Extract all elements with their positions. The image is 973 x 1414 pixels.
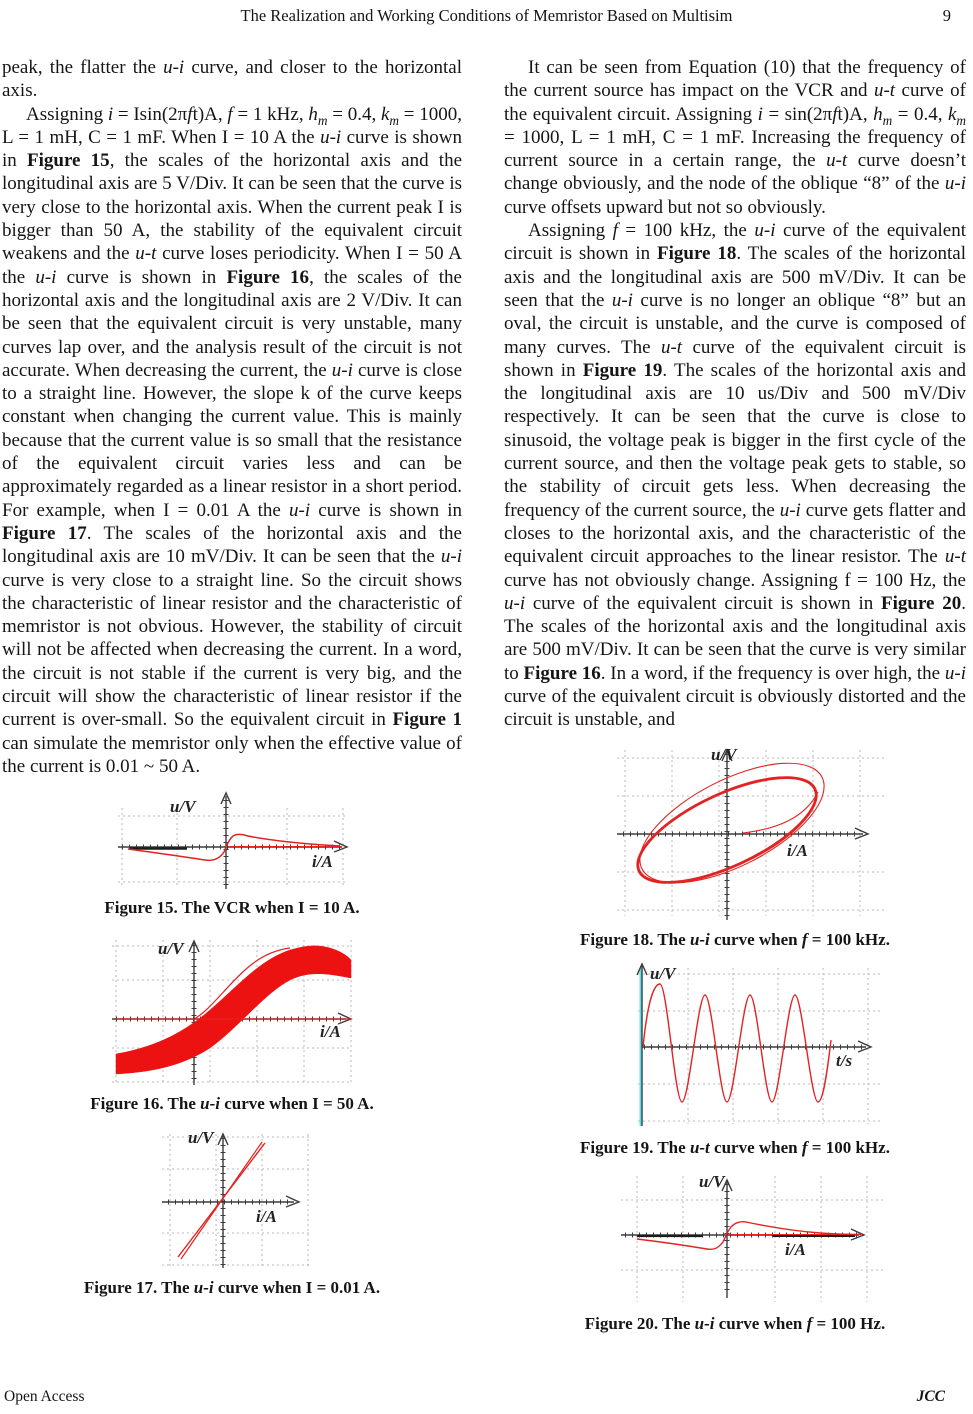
y-axis-label: u/V	[699, 1171, 725, 1191]
axes	[637, 964, 871, 1126]
figure-15-caption: Figure 15. The VCR when I = 10 A.	[104, 898, 360, 918]
figure-15-plot	[112, 790, 350, 892]
paragraph: Assigning f = 100 kHz, the u-i curve of the equivalent circuit is shown in Figure 18. The scales of the horizontal axis and the longitudinal axis are 500 mV/Div. It can be seen that the u-i curve is no longer an oblique “8” but an oval, the circuit is unstable, and the curve is composed of many curves. The u-t curve of the equivalent circuit is shown in Figure 19. The scales of the horizontal axis and the longitudinal axis are 10 us/Div and 500 mV/Div respectively. It can be seen that the curve is close to sinusoid, the voltage peak is bigger in the first cycle of the current source, and then the voltage peak gets to stable, so the stability of circuit gets less. When decreasing the frequency of the current source, the u-i curve gets flatter and closes to the horizontal axis, and the characteristic of the equivalent circuit approaches to the linear resistor. The u-t curve has not obviously change. Assigning f = 100 Hz, the u-i curve of the equivalent circuit is shown in Figure 20. The scales of the horizontal axis and the longitudinal axis are 500 mV/Div. It can be seen that the curve is very similar to Figure 16. In a word, if the frequency is over high, the u-i curve of the equivalent circuit is obviously distorted and the circuit is unstable, and	[504, 220, 966, 731]
paragraph: peak, the flatter the u-i curve, and closer to the horizontal axis.	[2, 57, 462, 102]
page-header	[0, 6, 973, 30]
grid-lines	[638, 968, 880, 1124]
paragraph: Assigning i = Isin(2πft)A, f = 1 kHz, $h_m = 0.4$, $k_m = 1000$, L = 1 mH, C = 1 mF. When I = 10 A the u-i curve is shown in Figure 15, the scales of the horizontal axis and the longitudinal axis are 5 V/Div. It can be seen that the curve is very close to the horizontal axis. When the current peak I is bigger than 50 A, the stability of the equivalent circuit weakens and the u-t curve loses periodicity. When I = 50 A the u-i curve is shown in Figure 16, the scales of the horizontal axis and the longitudinal axis are 2 V/Div. It can be seen that the equivalent circuit is very unstable, many curves lap over, and the analysis result of the circuit is not accurate. When decreasing the current, the u-i curve is close to a straight line. However, the slope k of the curve keeps constant when changing the current value. This is mainly because that the current value is so small that the resistance of the equivalent circuit varies less and can be approximately regarded as a linear resistor in a short period. For example, when I = 0.01 A the u-i curve is shown in Figure 17. The scales of the horizontal axis and the longitudinal axis are 10 mV/Div. It can be seen that the u-i curve is very close to a straight line. So the circuit shows the characteristic of linear resistor and the characteristic of memristor is not obvious. However, the stability of circuit will not be affected when decreasing the current. In a word, the circuit is not stable if the current is very big, and the circuit will show the characteristic of linear resistor if the current is over-small. So the equivalent circuit in Figure 1 can simulate the memristor only when the effective value of the current is 0.01 ~ 50 A.	[2, 103, 463, 777]
figure-16-plot	[106, 936, 358, 1088]
grid-lines	[621, 1176, 885, 1302]
axes	[621, 1180, 864, 1298]
thin-loop	[622, 746, 841, 907]
figure-19-caption: Figure 19. The u-t curve when f = 100 kHz.	[580, 1137, 890, 1157]
x-axis-label: i/A	[320, 1022, 341, 1042]
x-axis-label: i/A	[787, 840, 808, 860]
y-axis-label: u/V	[170, 797, 196, 817]
figure-18-plot	[615, 746, 895, 924]
curves	[643, 984, 831, 1102]
figure-16	[2, 936, 462, 1114]
figure-20-caption: Figure 20. The u-i curve when f = 100 Hz.	[584, 1313, 886, 1333]
footer-open-access: Open Access	[4, 1388, 85, 1405]
left-column	[2, 56, 462, 1298]
x-axis-label: t/s	[836, 1050, 853, 1070]
x-axis-label: i/A	[312, 852, 333, 872]
figure-15	[2, 790, 462, 918]
paper-title: The Realization and Working Conditions of Memristor Based on Multisim	[240, 6, 733, 25]
figure-19-plot	[630, 962, 892, 1132]
x-axis-label: i/A	[785, 1239, 806, 1259]
footer-journal-abbrev: JCC	[916, 1388, 945, 1405]
curves	[622, 746, 841, 907]
figure-19	[504, 962, 966, 1158]
right-column	[504, 56, 966, 1334]
figure-20-plot	[615, 1172, 895, 1308]
figure-18-caption: Figure 18. The u-i curve when f = 100 kHz.	[580, 929, 890, 949]
y-axis-label: u/V	[711, 745, 737, 764]
y-axis-label: u/V	[158, 939, 184, 959]
sine-wave	[643, 984, 831, 1102]
page-number: 9	[942, 6, 951, 25]
figure-16-caption: Figure 16. The u-i curve when I = 50 A.	[90, 1094, 374, 1114]
red-band	[116, 946, 351, 1074]
figure-17	[2, 1130, 462, 1298]
figure-20	[504, 1172, 966, 1334]
curves	[116, 946, 351, 1074]
paragraph: It can be seen from Equation (10) that the frequency of the current source has impact on the VCR and u-t curve of the equivalent circuit. Assigning i = sin(2πft)A, $h_m = 0.4$, $k_m = 1000$, L = 1 mH, C = 1 mF. Increasing the frequency of current source in a certain range, the u-t curve doesn’t change obviously, and the node of the oblique “8” of the u-i curve offsets upward but not so obviously.	[504, 57, 967, 218]
axes	[118, 793, 347, 889]
y-axis-label: u/V	[188, 1130, 214, 1148]
figure-18	[504, 746, 966, 950]
y-axis-label: u/V	[650, 963, 676, 983]
x-axis-label: i/A	[256, 1207, 277, 1227]
figure-17-caption: Figure 17. The u-i curve when I = 0.01 A.	[83, 1278, 381, 1298]
figure-17-plot	[160, 1130, 318, 1272]
axes	[162, 1134, 299, 1268]
